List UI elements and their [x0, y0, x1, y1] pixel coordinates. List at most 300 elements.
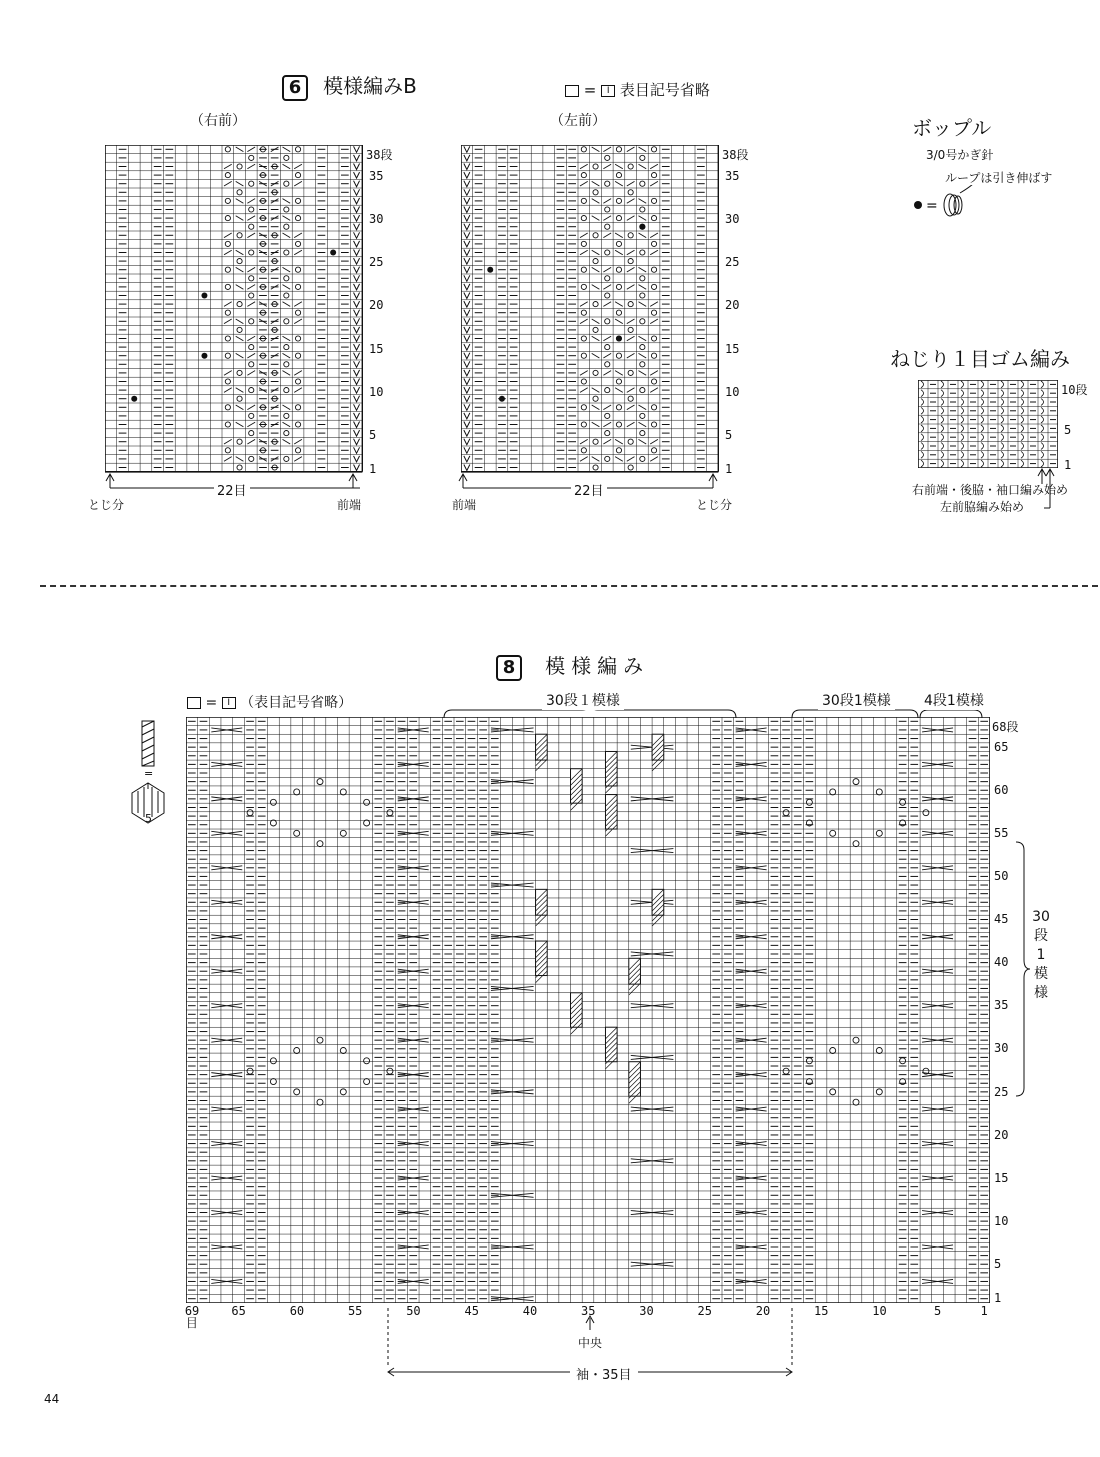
yarn-over-mark: [295, 147, 300, 152]
twisted-knit-mark: [981, 390, 984, 397]
row-label: 10: [369, 384, 384, 399]
yarn-over-mark: [581, 147, 586, 152]
decrease-mark: [639, 353, 647, 358]
left-stitch-count: 22目: [571, 480, 607, 499]
twisted-knit-mark: [921, 381, 924, 388]
yarn-over-mark: [651, 284, 656, 289]
twisted-knit-mark: [1041, 390, 1044, 397]
yarn-over-mark: [295, 173, 300, 178]
svg-text:=: =: [144, 767, 154, 780]
legend-text: （表目記号省略）: [240, 695, 353, 711]
yarn-over-mark: [651, 147, 656, 152]
legend-equals: =: [205, 695, 218, 711]
twisted-knit-mark: [921, 460, 924, 467]
yarn-over-mark: [605, 413, 610, 418]
row-label: 60: [994, 782, 1009, 797]
decrease-mark: [592, 181, 600, 186]
yarn-over-mark: [628, 327, 633, 332]
row-label: 35: [994, 998, 1009, 1013]
twisted-knit-mark: [1001, 460, 1004, 467]
twisted-knit-mark: [961, 407, 964, 414]
yarn-over-mark: [237, 396, 242, 401]
twisted-knit-mark: [1041, 416, 1044, 423]
cable-block-mark: [571, 993, 583, 1035]
left-front-chart: [461, 145, 719, 473]
twisted-knit-mark: [1021, 460, 1024, 467]
side-repeat-dan: 段: [1034, 928, 1048, 944]
svg-text:=: =: [926, 198, 938, 214]
yarn-over-mark: [830, 1089, 836, 1095]
yarn-over-mark: [605, 155, 610, 160]
row-label: 10: [725, 384, 740, 399]
decrease-mark: [592, 285, 600, 290]
yarn-over-mark: [225, 147, 230, 152]
yarn-over-mark: [593, 259, 598, 264]
decrease-mark: [650, 457, 658, 462]
decrease-mark: [603, 439, 611, 444]
blank-square-icon: [187, 697, 201, 709]
decrease-mark: [236, 216, 244, 221]
section8-legend: [187, 692, 352, 712]
twisted-knit-mark: [1021, 425, 1024, 432]
row-label: 25: [994, 1084, 1009, 1099]
yarn-over-mark: [237, 190, 242, 195]
slip-stitch-mark: [354, 370, 360, 376]
side-repeat-1: 1: [1036, 947, 1046, 963]
cross-stitch-mark: [211, 900, 242, 904]
yarn-over-mark: [249, 207, 254, 212]
yarn-over-mark: [640, 345, 645, 350]
bobble-mark: [201, 353, 207, 359]
decrease-mark: [294, 164, 302, 169]
twisted-knit-mark: [1021, 434, 1024, 441]
decrease-mark: [283, 422, 291, 427]
row-label: 30: [725, 212, 740, 227]
yarn-over-mark: [876, 789, 882, 795]
decrease-mark: [294, 457, 302, 462]
row-label: 20: [994, 1127, 1009, 1142]
decrease-mark: [639, 285, 647, 290]
decrease-mark: [650, 233, 658, 238]
cross-stitch-mark: [211, 1038, 242, 1042]
rib-row-bottom: 1: [1064, 458, 1072, 472]
yarn-over-mark: [616, 147, 621, 152]
cable-block-mark: [536, 734, 548, 771]
yarn-over-mark: [225, 241, 230, 246]
decrease-mark: [580, 388, 588, 393]
yarn-over-mark: [830, 1048, 836, 1054]
yarn-over-mark: [616, 448, 621, 453]
cross-stitch-mark: [922, 1279, 953, 1283]
row-label: 10: [994, 1213, 1009, 1228]
col-label: 60: [289, 1304, 305, 1318]
yarn-over-mark: [225, 448, 230, 453]
twisted-knit-mark: [1001, 399, 1004, 406]
grid-lines: [186, 717, 990, 1303]
cable-block-mark: [629, 958, 641, 995]
yarn-over-mark: [284, 155, 289, 160]
repeat-label-a: 30段１模様: [542, 690, 624, 710]
decrease-mark: [247, 405, 255, 410]
col-label: 55: [347, 1304, 363, 1318]
decrease-mark: [283, 147, 291, 152]
yarn-over-mark: [364, 1058, 370, 1064]
slip-stitch-mark: [464, 447, 470, 453]
cross-stitch-mark: [922, 1245, 953, 1249]
decrease-mark: [650, 164, 658, 169]
slip-stitch-mark: [464, 387, 470, 393]
cross-stitch-mark: [922, 1073, 953, 1077]
yarn-over-mark: [249, 456, 254, 461]
yarn-over-mark: [640, 431, 645, 436]
right-bottom-right: 前端: [337, 498, 362, 512]
decrease-mark: [603, 267, 611, 272]
yarn-over-mark: [605, 388, 610, 393]
slip-stitch-mark: [464, 172, 470, 178]
yarn-over-mark: [616, 353, 621, 358]
decrease-mark: [236, 267, 244, 272]
left-bottom-left: 前端: [452, 498, 477, 512]
cross-stitch-mark: [922, 1038, 953, 1042]
slip-stitch-mark: [464, 439, 470, 445]
decrease-mark: [615, 250, 623, 255]
decrease-mark: [627, 199, 635, 204]
decrease-mark: [580, 457, 588, 462]
knit-stitch-icon: I: [601, 85, 615, 97]
twisted-knit-mark: [1021, 390, 1024, 397]
row-label: 5: [369, 427, 377, 442]
slip-stitch-mark: [354, 318, 360, 324]
row-label: 5: [725, 427, 733, 442]
yarn-over-mark: [364, 799, 370, 805]
decrease-mark: [283, 353, 291, 358]
slip-stitch-mark: [464, 396, 470, 402]
decrease-mark: [247, 267, 255, 272]
decrease-mark: [283, 302, 291, 307]
twisted-knit-mark: [941, 443, 944, 450]
grid-lines: [461, 145, 718, 472]
decrease-mark: [639, 147, 647, 152]
yarn-over-mark: [225, 422, 230, 427]
twisted-knit-mark: [981, 381, 984, 388]
yarn-over-mark: [295, 353, 300, 358]
yarn-over-mark: [249, 250, 254, 255]
grid-lines: [918, 380, 1058, 468]
yarn-over-mark: [225, 379, 230, 384]
yarn-over-mark: [616, 173, 621, 178]
slip-stitch-mark: [464, 361, 470, 367]
col-label: 10: [872, 1304, 887, 1318]
decrease-mark: [615, 319, 623, 324]
yarn-over-mark: [605, 362, 610, 367]
col-label: 1: [980, 1304, 988, 1318]
popple-title: ボップル: [912, 116, 992, 140]
knit-stitch-icon: I: [222, 697, 236, 709]
yarn-over-mark: [295, 379, 300, 384]
yarn-over-mark: [317, 1099, 323, 1105]
decrease-mark: [592, 388, 600, 393]
yarn-over-mark: [284, 456, 289, 461]
decrease-mark: [603, 164, 611, 169]
cable-block-mark: [652, 889, 664, 926]
yarn-over-mark: [593, 370, 598, 375]
yarn-over-mark: [247, 810, 253, 816]
yarn-over-mark: [605, 250, 610, 255]
yarn-over-mark: [640, 456, 645, 461]
cross-stitch-mark: [211, 1142, 242, 1146]
rib-note-2: 左前脇編み始め: [940, 500, 1025, 514]
yarn-over-mark: [593, 396, 598, 401]
slip-stitch-mark: [464, 224, 470, 230]
yarn-over-mark: [284, 319, 289, 324]
section8-heading: [496, 650, 649, 681]
slip-stitch-mark: [464, 232, 470, 238]
yarn-over-mark: [806, 799, 812, 805]
yarn-over-mark: [387, 1068, 393, 1074]
yarn-over-mark: [270, 1058, 276, 1064]
decrease-mark: [224, 233, 232, 238]
decrease-mark: [283, 267, 291, 272]
twisted-knit-mark: [981, 407, 984, 414]
yarn-over-mark: [605, 276, 610, 281]
decrease-mark: [236, 147, 244, 152]
decrease-mark: [224, 371, 232, 376]
decrease-mark: [283, 405, 291, 410]
decrease-mark: [236, 199, 244, 204]
decrease-mark: [580, 250, 588, 255]
yarn-over-mark: [628, 190, 633, 195]
yarn-over-mark: [249, 413, 254, 418]
grid-lines: [105, 145, 362, 472]
decrease-mark: [580, 181, 588, 186]
decrease-mark: [224, 439, 232, 444]
decrease-mark: [283, 199, 291, 204]
twisted-knit-mark: [921, 451, 924, 458]
decrease-mark: [650, 388, 658, 393]
decrease-mark: [236, 336, 244, 341]
yarn-over-mark: [237, 439, 242, 444]
decrease-mark: [639, 233, 647, 238]
col-label: 40: [522, 1304, 538, 1318]
cross-stitch-mark: [922, 866, 953, 870]
yarn-over-mark: [284, 207, 289, 212]
slip-stitch-mark: [464, 422, 470, 428]
decrease-mark: [615, 302, 623, 307]
twisted-knit-mark: [1041, 451, 1044, 458]
twisted-knit-mark: [981, 451, 984, 458]
decrease-mark: [627, 405, 635, 410]
yarn-over-mark: [249, 388, 254, 393]
twisted-knit-mark: [941, 434, 944, 441]
yarn-over-mark: [237, 233, 242, 238]
decrease-mark: [627, 147, 635, 152]
slip-stitch-mark: [464, 207, 470, 213]
slip-stitch-mark: [464, 215, 470, 221]
decrease-mark: [615, 457, 623, 462]
twisted-knit-mark: [961, 399, 964, 406]
twisted-knit-mark: [1041, 399, 1044, 406]
yarn-over-mark: [640, 388, 645, 393]
slip-stitch-mark: [464, 327, 470, 333]
slip-stitch-mark: [354, 413, 360, 419]
yarn-over-mark: [317, 779, 323, 785]
section6-badge: 6: [282, 75, 308, 101]
slip-stitch-mark: [354, 232, 360, 238]
yarn-over-mark: [270, 1079, 276, 1085]
yarn-over-mark: [225, 173, 230, 178]
yarn-over-mark: [651, 336, 656, 341]
yarn-over-mark: [284, 276, 289, 281]
decrease-mark: [592, 336, 600, 341]
side-repeat-mo: 模: [1034, 966, 1048, 982]
slip-stitch-mark: [464, 275, 470, 281]
yarn-over-mark: [237, 327, 242, 332]
slip-stitch-mark: [354, 301, 360, 307]
side-repeat-bracket: [1012, 840, 1032, 1098]
cross-stitch-mark: [211, 1107, 242, 1111]
slip-stitch-mark: [354, 430, 360, 436]
twisted-knit-mark: [961, 390, 964, 397]
left-row-top: 38段: [722, 148, 749, 162]
yarn-over-mark: [616, 310, 621, 315]
decrease-mark: [639, 216, 647, 221]
slip-stitch-mark: [354, 284, 360, 290]
repeat-label-b: 30段1模様: [818, 690, 895, 710]
decrease-mark: [650, 439, 658, 444]
twisted-knit-mark: [941, 381, 944, 388]
yarn-over-mark: [237, 370, 242, 375]
decrease-mark: [283, 285, 291, 290]
yarn-over-mark: [640, 181, 645, 186]
yarn-over-mark: [640, 250, 645, 255]
yarn-over-mark: [581, 216, 586, 221]
cross-stitch-mark: [922, 969, 953, 973]
yarn-over-mark: [284, 224, 289, 229]
twisted-knit-mark: [961, 451, 964, 458]
yarn-over-mark: [581, 353, 586, 358]
twisted-knit-mark: [1021, 451, 1024, 458]
cable-legend-number: 5: [145, 812, 152, 825]
yarn-over-mark: [640, 413, 645, 418]
yarn-over-mark: [853, 1099, 859, 1105]
yarn-over-mark: [581, 267, 586, 272]
slip-stitch-mark: [464, 241, 470, 247]
cable-block-mark: [536, 889, 548, 926]
yarn-over-mark: [284, 413, 289, 418]
decrease-mark: [627, 422, 635, 427]
decrease-mark: [247, 353, 255, 358]
yarn-over-mark: [364, 1079, 370, 1085]
twisted-knit-mark: [941, 425, 944, 432]
decrease-mark: [639, 164, 647, 169]
section6-heading: [282, 70, 417, 101]
yarn-over-mark: [628, 370, 633, 375]
yarn-over-mark: [900, 1058, 906, 1064]
yarn-over-mark: [295, 216, 300, 221]
decrease-mark: [592, 457, 600, 462]
row-label: 25: [369, 255, 384, 270]
yarn-over-mark: [225, 310, 230, 315]
section8-badge: 8: [496, 655, 522, 681]
yarn-over-mark: [593, 164, 598, 169]
yarn-over-mark: [225, 198, 230, 203]
decrease-mark: [294, 439, 302, 444]
cross-stitch-mark: [922, 728, 953, 732]
decrease-mark: [294, 319, 302, 324]
decrease-mark: [603, 371, 611, 376]
rib-note-1: 右前端・後脇・袖口編み始め: [912, 483, 1069, 497]
twisted-knit-mark: [981, 425, 984, 432]
rib-grid: [918, 380, 1058, 468]
cross-stitch-mark: [922, 762, 953, 766]
row-label: 15: [369, 341, 384, 356]
yarn-over-mark: [853, 841, 859, 847]
decrease-mark: [283, 216, 291, 221]
yarn-over-mark: [295, 448, 300, 453]
twisted-knit-mark: [1021, 443, 1024, 450]
yarn-over-mark: [651, 448, 656, 453]
yarn-over-mark: [295, 310, 300, 315]
slip-stitch-mark: [354, 189, 360, 195]
yarn-over-mark: [249, 431, 254, 436]
cable-block-mark: [571, 769, 583, 811]
yarn-over-mark: [270, 820, 276, 826]
yarn-over-mark: [581, 379, 586, 384]
yarn-over-mark: [616, 198, 621, 203]
decrease-mark: [627, 353, 635, 358]
twisted-knit-mark: [961, 443, 964, 450]
decrease-mark: [627, 336, 635, 341]
yarn-over-mark: [295, 267, 300, 272]
slip-stitch-mark: [464, 189, 470, 195]
decrease-mark: [247, 302, 255, 307]
twisted-knit-mark: [961, 381, 964, 388]
rib-chart: [918, 380, 1058, 468]
twisted-knit-mark: [1041, 434, 1044, 441]
yarn-over-mark: [270, 799, 276, 805]
section8-title: 模様編み: [545, 654, 650, 678]
yarn-over-mark: [616, 216, 621, 221]
yarn-over-mark: [364, 820, 370, 826]
side-repeat-label: [1030, 908, 1052, 1003]
slip-stitch-mark: [464, 301, 470, 307]
yarn-over-mark: [249, 345, 254, 350]
left-row-labels: [725, 145, 755, 475]
yarn-over-mark: [581, 310, 586, 315]
decrease-mark: [615, 164, 623, 169]
yarn-over-mark: [651, 216, 656, 221]
cross-stitch-mark: [922, 831, 953, 835]
bobble-mark: [639, 224, 645, 230]
decrease-mark: [224, 388, 232, 393]
yarn-over-mark: [295, 241, 300, 246]
slip-stitch-mark: [354, 258, 360, 264]
rib-title: ねじり１目ゴム編み: [890, 347, 1070, 371]
twisted-knit-mark: [961, 425, 964, 432]
cross-stitch-mark: [922, 1004, 953, 1008]
row-label: 65: [994, 739, 1009, 754]
slip-stitch-mark: [354, 172, 360, 178]
decrease-mark: [627, 267, 635, 272]
left-bottom-right: とじ分: [696, 498, 733, 512]
yarn-over-mark: [651, 267, 656, 272]
decrease-mark: [650, 181, 658, 186]
section-divider: [40, 585, 1098, 587]
slip-stitch-mark: [464, 250, 470, 256]
legend-equals: =: [583, 81, 597, 99]
yarn-over-mark: [651, 310, 656, 315]
yarn-over-mark: [225, 336, 230, 341]
